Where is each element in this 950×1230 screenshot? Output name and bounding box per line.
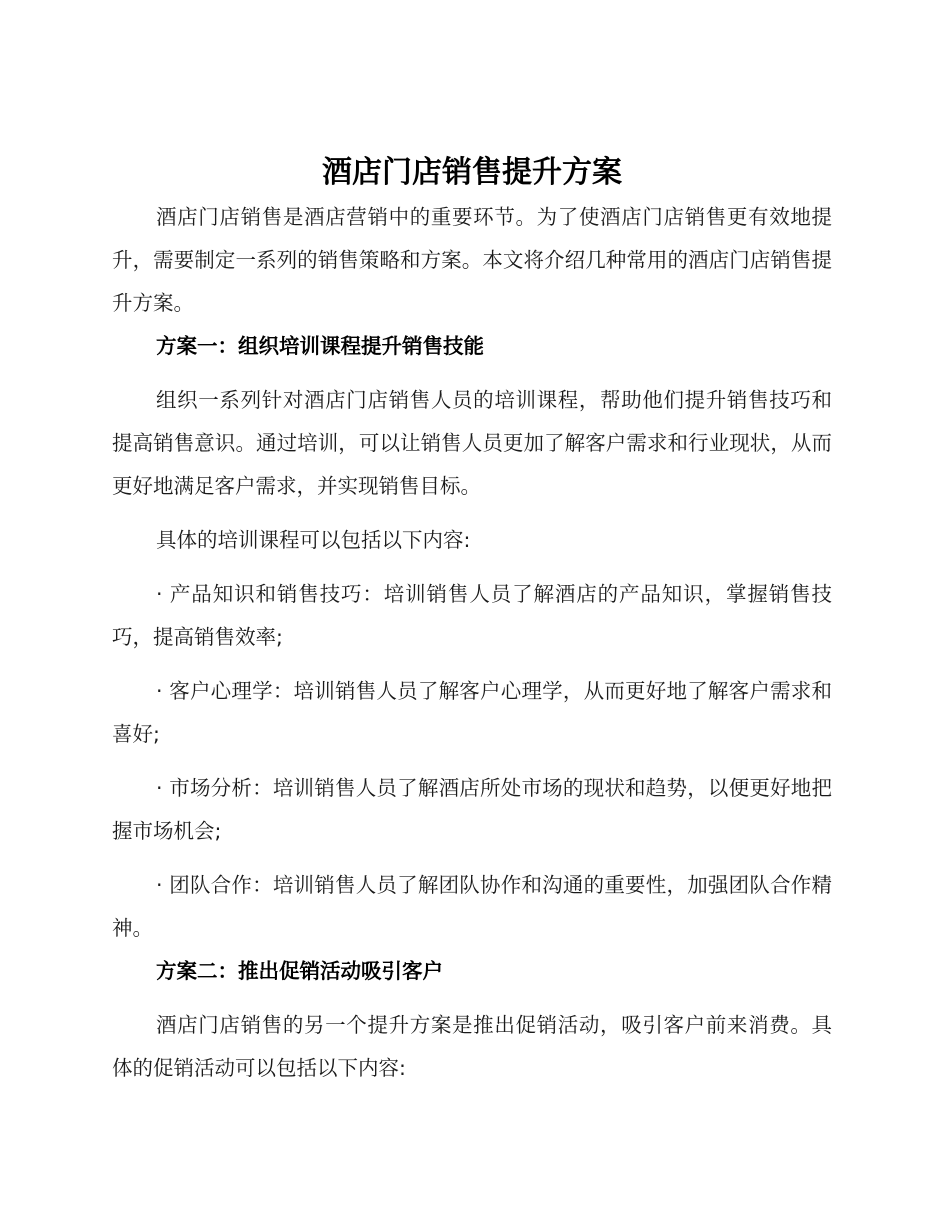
bullet-item-product-knowledge: · 产品知识和销售技巧：培训销售人员了解酒店的产品知识，掌握销售技巧，提高销售效率;	[112, 582, 832, 649]
section1-paragraph: 组织一系列针对酒店门店销售人员的培训课程，帮助他们提升销售技巧和提高销售意识。通过培训，可以让销售人员更加了解客户需求和行业现状，从而更好地满足客户需求，并实现销售目标。	[112, 388, 832, 498]
bullet-item-market-analysis: · 市场分析：培训销售人员了解酒店所处市场的现状和趋势，以便更好地把握市场机会;	[112, 776, 832, 843]
section2-heading: 方案二：推出促销活动吸引客户	[156, 959, 443, 983]
bullet-item-customer-psychology: · 客户心理学：培训销售人员了解客户心理学，从而更好地了解客户需求和喜好;	[112, 679, 832, 746]
document-title: 酒店门店销售提升方案	[322, 155, 622, 190]
bullet-item-teamwork: · 团队合作：培训销售人员了解团队协作和沟通的重要性，加强团队合作精神。	[112, 873, 832, 940]
document-page	[112, 150, 832, 1090]
section1-heading: 方案一：组织培训课程提升销售技能	[156, 334, 484, 358]
section2-paragraph: 酒店门店销售的另一个提升方案是推出促销活动，吸引客户前来消费。具体的促销活动可以包括以下内容:	[112, 1013, 832, 1080]
intro-paragraph: 酒店门店销售是酒店营销中的重要环节。为了使酒店门店销售更有效地提升，需要制定一系列的销售策略和方案。本文将介绍几种常用的酒店门店销售提升方案。	[112, 205, 832, 315]
section1-list-intro: 具体的培训课程可以包括以下内容:	[156, 528, 471, 552]
